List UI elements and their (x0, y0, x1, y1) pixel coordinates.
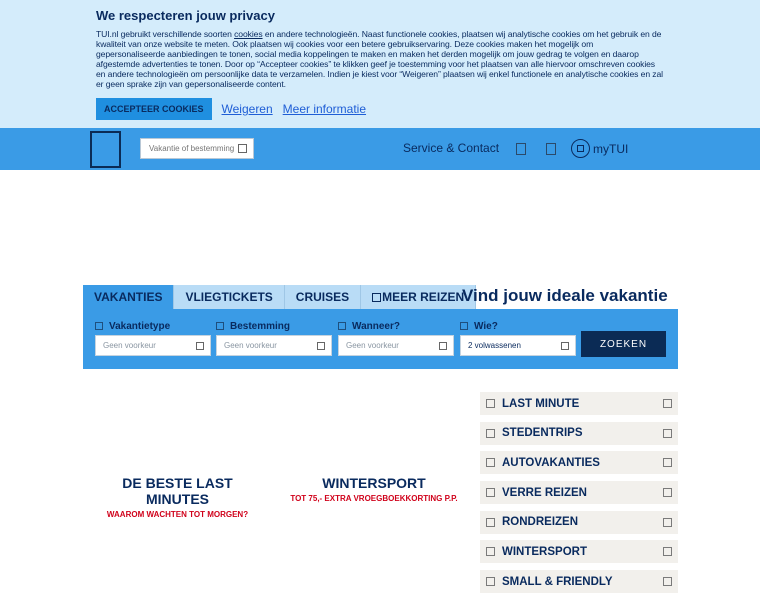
mytui-account[interactable] (571, 139, 628, 158)
more-info-link[interactable]: Meer informatie (282, 102, 367, 116)
field-label (460, 320, 576, 332)
cookie-actions (96, 98, 664, 120)
quick-link-label: SMALL & FRIENDLY (502, 575, 613, 588)
field-label (216, 320, 332, 332)
field-label (95, 320, 211, 332)
quick-link-autovakanties[interactable] (480, 451, 678, 474)
search-icon[interactable] (238, 144, 247, 153)
mytui-label: myTUI (593, 141, 629, 156)
dropdown-icon (439, 342, 447, 350)
field-label (338, 320, 454, 332)
service-contact-link[interactable]: Service & Contact (403, 141, 500, 155)
chevron-right-icon (663, 577, 672, 586)
menu-icon (372, 293, 381, 302)
dropdown-icon (196, 342, 204, 350)
quick-link-label: LAST MINUTE (502, 397, 580, 410)
booking-tabs (83, 285, 476, 309)
field-value: Geen voorkeur (224, 341, 277, 350)
tab-label: MEER REIZEN (382, 290, 465, 304)
tab-label: VAKANTIES (94, 290, 163, 304)
field-wie (460, 320, 576, 356)
wanneer-select[interactable] (338, 335, 454, 356)
cookie-text (96, 29, 664, 89)
basket-icon[interactable] (546, 143, 556, 155)
cookie-text-start: TUI.nl gebruikt verschillende soorten (96, 29, 235, 39)
tab-label: VLIEGTICKETS (185, 290, 273, 304)
quick-link-stedentrips[interactable] (480, 422, 678, 445)
search-button[interactable]: ZOEKEN (581, 331, 666, 357)
field-label-text: Bestemming (230, 320, 291, 332)
cookie-banner (0, 0, 760, 128)
quick-link-label: STEDENTRIPS (502, 427, 583, 440)
chevron-right-icon (663, 458, 672, 467)
wie-select[interactable] (460, 335, 576, 356)
field-wanneer (338, 320, 454, 356)
search-input[interactable] (149, 144, 235, 153)
calendar-icon (338, 322, 346, 330)
cookie-text-rest: en andere technologieën. Naast functionele cookies, plaatsen wij analytische cookies om het gebruik en de kwaliteit van onze website te meten. Ook plaatsen wij cookies voor een betere gebruikservaring. Deze cookies maken het mogelijk om gepersonaliseerde aanbiedingen te tonen, social media koppelingen te maken en maken het derden mogelijk om jouw gedrag te volgen en daarop afgestemde advertenties te tonen. Door op “Accepteer cookies” te klikken geef je toestemming voor het plaatsen van alle hiervoor omschreven cookies en andere technologieën om persoonlijke data te verzamelen. Indien je kiest voor “Weigeren” plaatsen wij enkel functionele en analytische cookies en zal er geen sprake zijn van gepersonaliseerde content. (96, 29, 663, 89)
field-value: Geen voorkeur (103, 341, 156, 350)
bestemming-icon (216, 322, 224, 330)
promo-last-minutes[interactable] (96, 475, 259, 522)
field-value: Geen voorkeur (346, 341, 399, 350)
quick-link-wintersport[interactable] (480, 540, 678, 563)
bestemming-select[interactable] (216, 335, 332, 356)
decline-cookies-link[interactable]: Weigeren (221, 102, 273, 116)
user-icon (571, 139, 590, 158)
quick-link-rondreizen[interactable] (480, 511, 678, 534)
tab-vliegtickets[interactable] (174, 285, 284, 309)
quick-link-label: AUTOVAKANTIES (502, 456, 600, 469)
promo-title: WINTERSPORT (322, 475, 426, 491)
chevron-right-icon (663, 429, 672, 438)
dropdown-icon (317, 342, 325, 350)
promo-subtitle: WAAROM WACHTEN TOT MORGEN? (106, 510, 249, 519)
quick-link-label: WINTERSPORT (502, 545, 587, 558)
vakantietype-icon (95, 322, 103, 330)
tab-label: CRUISES (295, 290, 350, 304)
field-label-text: Vakantietype (109, 320, 171, 332)
field-vakantietype (95, 320, 211, 356)
promo-title: DE BESTE LAST MINUTES (122, 475, 233, 507)
promo-wintersport[interactable] (288, 475, 460, 506)
field-label-text: Wanneer? (352, 320, 400, 332)
cookies-link[interactable]: cookies (234, 29, 263, 39)
favorites-icon[interactable] (516, 143, 526, 155)
quick-link-label: VERRE REIZEN (502, 486, 587, 499)
verre-reizen-icon (486, 488, 495, 497)
chevron-right-icon (663, 488, 672, 497)
wintersport-icon (486, 547, 495, 556)
last-minute-icon (486, 399, 495, 408)
tab-cruises[interactable] (285, 285, 361, 309)
tab-vakanties[interactable] (83, 285, 174, 309)
vakantietype-select[interactable] (95, 335, 211, 356)
quick-links (480, 392, 678, 600)
persons-icon (460, 322, 468, 330)
cookie-title: We respecteren jouw privacy (96, 8, 275, 23)
site-header (0, 128, 760, 170)
promo-subtitle: TOT 75,- EXTRA VROEGBOEKKORTING P.P. (290, 494, 458, 503)
dropdown-icon (561, 342, 569, 350)
search-box[interactable] (140, 138, 254, 159)
tab-meer-reizen[interactable] (361, 285, 476, 309)
quick-link-small-friendly[interactable] (480, 570, 678, 593)
booking-panel (83, 309, 678, 369)
autovakanties-icon (486, 458, 495, 467)
quick-link-verre-reizen[interactable] (480, 481, 678, 504)
stedentrips-icon (486, 429, 495, 438)
chevron-right-icon (663, 399, 672, 408)
quick-link-last-minute[interactable] (480, 392, 678, 415)
quick-link-label: RONDREIZEN (502, 516, 579, 529)
chevron-right-icon (663, 518, 672, 527)
booking-tagline: Vind jouw ideale vakantie (462, 286, 668, 305)
rondreizen-icon (486, 518, 495, 527)
small-friendly-icon (486, 577, 495, 586)
chevron-right-icon (663, 547, 672, 556)
field-value: 2 volwassenen (468, 341, 521, 350)
field-bestemming (216, 320, 332, 356)
tui-logo[interactable] (90, 131, 121, 168)
accept-cookies-button[interactable]: ACCEPTEER COOKIES (96, 98, 212, 120)
field-label-text: Wie? (474, 320, 498, 332)
